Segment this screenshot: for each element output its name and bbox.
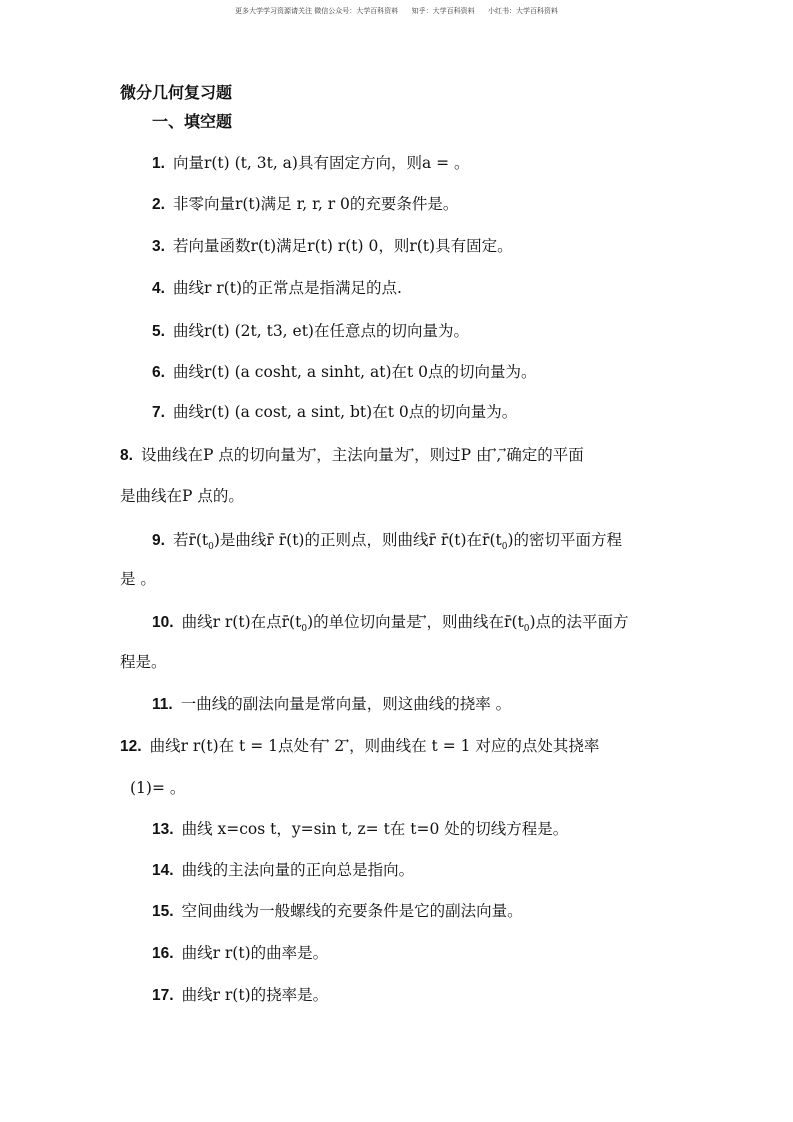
question-6 bbox=[152, 362, 537, 383]
question-10 bbox=[152, 612, 629, 639]
question-15 bbox=[152, 901, 523, 922]
question-10-continued: 程是。 bbox=[120, 653, 167, 671]
section-heading: 一、填空题 bbox=[152, 112, 233, 131]
question-number: 13. bbox=[152, 821, 174, 838]
question-13 bbox=[152, 819, 568, 840]
question-text: 曲线r(t) (a cosht, a sinht, at)在t 0点的切向量为。 bbox=[172, 363, 537, 381]
question-text: 曲线 x=cos t，y=sin t, z= t在 t=0 处的切线方程是。 bbox=[181, 820, 569, 838]
question-number: 5. bbox=[152, 323, 165, 340]
question-text: 若向量函数r(t)满足r(t) r(t) 0，则r(t)具有固定。 bbox=[172, 237, 513, 255]
question-8-continued: 是曲线在P 点的。 bbox=[120, 487, 244, 505]
question-text: 若r̄(t bbox=[172, 531, 209, 549]
question-number: 16. bbox=[152, 945, 174, 962]
question-number: 6. bbox=[152, 364, 165, 381]
question-number: 9. bbox=[152, 532, 165, 549]
question-text: 曲线r r(t)在点r̄(t bbox=[181, 613, 302, 631]
subscript: 0 bbox=[523, 624, 530, 635]
question-text: )是曲线r̄ r̄(t)的正则点，则曲线r̄ r̄(t)在r̄(t bbox=[213, 531, 502, 549]
question-2 bbox=[152, 194, 458, 215]
question-text: )的密切平面方程 bbox=[507, 531, 623, 549]
question-text: 曲线r r(t)的正常点是指满足的点. bbox=[172, 279, 402, 297]
question-number: 11. bbox=[152, 696, 173, 713]
question-11 bbox=[152, 694, 511, 715]
question-16 bbox=[152, 943, 328, 964]
question-5 bbox=[152, 321, 469, 342]
question-number: 12. bbox=[120, 738, 142, 755]
question-9-continued: 是 。 bbox=[120, 570, 156, 588]
question-number: 1. bbox=[152, 155, 165, 172]
question-number: 14. bbox=[152, 862, 174, 879]
question-text: 曲线r r(t)的挠率是。 bbox=[181, 986, 329, 1004]
question-1 bbox=[152, 153, 470, 174]
question-8 bbox=[120, 445, 584, 466]
question-text: 曲线r r(t)在 t = 1点处有 ⃗ 2 ⃗，则曲线在 t = 1 对应的点处其挠率 bbox=[149, 737, 600, 755]
question-number: 17. bbox=[152, 987, 174, 1004]
question-text: )点的法平面方 bbox=[529, 613, 629, 631]
subscript: 0 bbox=[501, 542, 508, 553]
question-12 bbox=[120, 736, 599, 757]
question-14 bbox=[152, 860, 414, 881]
question-9 bbox=[152, 530, 622, 557]
question-4 bbox=[152, 278, 402, 299]
question-number: 4. bbox=[152, 280, 165, 297]
question-text: 空间曲线为一般螺线的充要条件是它的副法向量。 bbox=[181, 902, 523, 920]
question-text: 一曲线的副法向量是常向量，则这曲线的挠率 。 bbox=[180, 695, 512, 713]
question-text: )的单位切向量是 ⃗，则曲线在r̄(t bbox=[307, 613, 524, 631]
subscript: 0 bbox=[208, 542, 214, 553]
question-7 bbox=[152, 402, 517, 423]
question-17 bbox=[152, 985, 328, 1006]
question-text: 曲线r(t) (2t, t3, et)在任意点的切向量为。 bbox=[172, 322, 469, 340]
question-text: 曲线r(t) (a cost, a sint, bt)在t 0点的切向量为。 bbox=[172, 403, 518, 421]
question-12-continued: (1)= 。 bbox=[130, 779, 186, 797]
subscript: 0 bbox=[301, 624, 308, 635]
question-number: 15. bbox=[152, 903, 174, 920]
question-text: 向量r(t) (t, 3t, a)具有固定方向，则a = 。 bbox=[172, 154, 470, 172]
question-number: 8. bbox=[120, 447, 133, 464]
question-3 bbox=[152, 236, 513, 257]
question-number: 7. bbox=[152, 404, 165, 421]
question-text: 曲线r r(t)的曲率是。 bbox=[181, 944, 329, 962]
question-number: 3. bbox=[152, 238, 165, 255]
document-title: 微分几何复习题 bbox=[120, 83, 233, 102]
page-header: 更多大学学习资源请关注 微信公众号：大学百科资料 知乎：大学百科资料 小红书：大学百科资料 bbox=[235, 7, 558, 15]
question-text: 非零向量r(t)满足 r, r, r 0的充要条件是。 bbox=[172, 195, 459, 213]
question-text: 曲线的主法向量的正向总是指向。 bbox=[181, 861, 415, 879]
question-number: 10. bbox=[152, 614, 174, 631]
question-text: 设曲线在P 点的切向量为 ⃗，主法向量为 ⃗，则过P 由 ⃗, ⃗确定的平面 bbox=[140, 446, 584, 464]
question-number: 2. bbox=[152, 196, 165, 213]
